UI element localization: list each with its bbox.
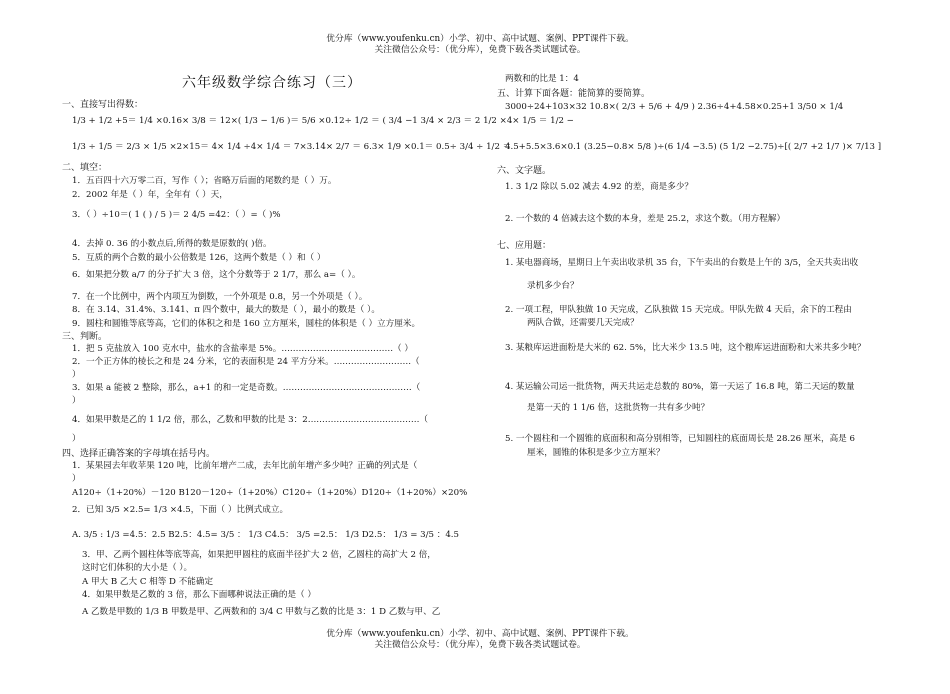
- q2-1: 1．五百四十六万零二百，写作（ ）；省略万后面的尾数约是（ ）万。: [72, 176, 337, 186]
- q4-1-paren: ）: [72, 474, 81, 484]
- q3-3: 3．如果 a 能被 2 整除，那么，a+1 的和一定是奇数。………………………………………（: [72, 383, 421, 393]
- section-3-title: 三、判断。: [62, 332, 108, 342]
- q2-5: 5．互质的两个合数的最小公倍数是 126，这两个数是（ ）和（ ）: [72, 253, 326, 263]
- footer-line-1: 优分库（www.youfenku.cn）小学、初中、高中试题、案例、PPT课件下载。: [326, 629, 634, 639]
- q7-4-cont: 是第一天的 1 1/6 倍，这批货物一共有多少吨？: [527, 403, 710, 413]
- q3-2-paren: ）: [72, 370, 81, 380]
- footer-line-2: 关注微信公众号：（优分库），免费下载各类试题试卷。: [374, 640, 586, 650]
- q6-1: 1. 3 1/2 除以 5.02 减去 4.92 的差，商是多少？: [505, 182, 694, 192]
- section-5-row-1: 3000÷24+103×32 10.8×( 2/3 + 5/6 + 4/9 ) 2.36÷4+4.58×0.25+1 3/50 × 1/4: [505, 102, 844, 112]
- q2-7: 7．在一个比例中，两个内项互为倒数，一个外项是 0.8，另一个外项是（ ）。: [72, 292, 368, 302]
- q7-2: 2. 一项工程，甲队独做 10 天完成，乙队独做 15 天完成。甲队先做 4 天后，余下的工程由: [505, 305, 852, 315]
- q3-3-paren: ）: [72, 396, 81, 406]
- section-1-row-1: 1/3 + 1/2 +5＝ 1/4 ×0.16× 3/8 ＝ 12×( 1/3 − 1/6 )＝ 5/6 ×0.12÷ 1/2 ＝ ( 3/4 −1 3/4 × 2/3 ＝ 2 1/2 ×4× 1/5 ＝ 1/2 −: [72, 116, 574, 126]
- q7-5-cont: 厘米，圆锥的体积是多少立方厘米？: [527, 448, 665, 458]
- q4-4: 4．如果甲数是乙数的 3 倍，那么下面哪种说法正确的是（ ）: [82, 590, 316, 600]
- q7-4: 4. 某运输公司运一批货物，两天共运走总数的 80%，第一天运了 16.8 吨，第二天运的数量: [505, 382, 855, 392]
- q2-3: 3．（ ）÷10＝( 1 ( ) / 5 )＝ 2 4/5 =42：（ ）=（ )%: [72, 210, 281, 220]
- section-2-title: 二、填空：: [62, 163, 108, 173]
- q3-4-paren: ）: [72, 434, 81, 444]
- q2-2: 2．2002 年是（ ）年，全年有（ ）天，: [72, 190, 228, 200]
- header-line-2: 关注微信公众号：（优分库），免费下载各类试题试卷。: [374, 45, 586, 55]
- q4-3: 3．甲、乙两个圆柱体等底等高，如果把甲圆柱的底面半径扩大 2 倍，乙圆柱的高扩大 2 倍，: [82, 550, 436, 560]
- section-7-title: 七、应用题：: [497, 241, 552, 251]
- right-column: [497, 0, 897, 694]
- q4-3-options: A 甲大 B 乙大 C 相等 D 不能确定: [82, 577, 214, 587]
- q4-1: 1．某果园去年收苹果 120 吨，比前年增产二成，去年比前年增产多少吨？正确的列式是（: [72, 461, 418, 471]
- q7-1: 1. 某电器商场，星期日上午卖出收录机 35 台，下午卖出的台数是上午的 3/5，全天共卖出收: [505, 258, 859, 268]
- q7-1-cont: 录机多少台？: [527, 281, 579, 291]
- q7-3: 3. 某粮库运进面粉是大米的 62. 5%，比大米少 13.5 吨，这个粮库运进面粉和大米共多少吨？: [505, 343, 866, 353]
- q2-4: 4．去掉 0. 36 的小数点后,所得的数是原数的( )倍。: [72, 239, 272, 249]
- section-5-row-2: 4.5+5.5×3.6×0.1 (3.25−0.8× 5/8 )÷(6 1/4 −3.5) (5 1/2 −2.75)÷[( 2/7 +2 1/7 )× 7/13 ]: [505, 142, 882, 152]
- q3-2: 2．一个正方体的棱长之和是 24 分米，它的表面积是 24 平方分米。………………………（: [72, 357, 420, 367]
- q4-2: 2．已知 3/5 ×2.5= 1/3 ×4.5，下面（ ）比例式成立。: [72, 505, 289, 515]
- q4-4-options-cont: 两数和的比是 1：4: [505, 74, 579, 84]
- section-5-title: 五、计算下面各题：能简算的要简算。: [497, 89, 651, 99]
- section-4-title: 四、选择正确答案的字母填在括号内。: [62, 449, 216, 459]
- q4-3-cont: 这时它们体积的大小是（ ）。: [82, 563, 193, 573]
- q2-8: 8．在 3.14、31.4%、3.141、π 四个数中，最大的数是（ ），最小的数是（ ）。: [72, 305, 380, 315]
- q7-5: 5. 一个圆柱和一个圆锥的底面积和高分别相等，已知圆柱的底面周长是 28.26 厘米，高是 6: [505, 434, 855, 444]
- q3-1: 1．把 5 克盐放入 100 克水中，盐水的含盐率是 5%。…………………………………（ ）: [72, 344, 413, 354]
- q2-9: 9．圆柱和圆锥等底等高，它们的体积之和是 160 立方厘米，圆柱的体积是（ ）立方厘米。: [72, 319, 421, 329]
- header-line-1: 优分库（www.youfenku.cn）小学、初中、高中试题、案例、PPT课件下载。: [326, 34, 634, 44]
- q2-6: 6．如果把分数 a/7 的分子扩大 3 倍，这个分数等于 2 1/7，那么 a=（ ）。: [72, 270, 361, 280]
- page-title: 六年级数学综合练习（三）: [182, 75, 362, 91]
- section-1-title: 一、直接写出得数：: [62, 100, 144, 110]
- q6-2: 2. 一个数的 4 倍减去这个数的本身，差是 25.2，求这个数。（用方程解）: [505, 214, 786, 224]
- q7-2-cont: 两队合做，还需要几天完成？: [527, 318, 639, 328]
- q3-4: 4．如果甲数是乙的 1 1/2 倍，那么，乙数和甲数的比是 3：2…………………………………（: [72, 415, 429, 425]
- page-footer: [300, 629, 660, 651]
- section-1-row-2: 1/3 ÷ 1/5 ＝ 2/3 × 1/5 ×2×15＝ 4× 1/4 ÷4× 1/4 ＝ 7×3.14× 2/7 ＝ 6.3× 1/9 ×0.1＝ 0.5÷ 3/4 ÷ 1/2 ＝: [72, 142, 512, 152]
- q4-2-options: A. 3/5 : 1/3 =4.5：2.5 B2.5：4.5= 3/5 ： 1/3 C4.5： 3/5 =2.5： 1/3 D2.5： 1/3 = 3/5 ：4.5: [72, 530, 459, 540]
- section-6-title: 六、文字题。: [497, 166, 552, 176]
- q4-1-options: A120÷（1+20%）－120 B120－120÷（1+20%）C120÷（1+20%）D120÷（1+20%）×20%: [72, 488, 468, 498]
- q4-4-options: A 乙数是甲数的 1/3 B 甲数是甲、乙两数和的 3/4 C 甲数与乙数的比是 3：1 D 乙数与甲、乙: [82, 607, 441, 617]
